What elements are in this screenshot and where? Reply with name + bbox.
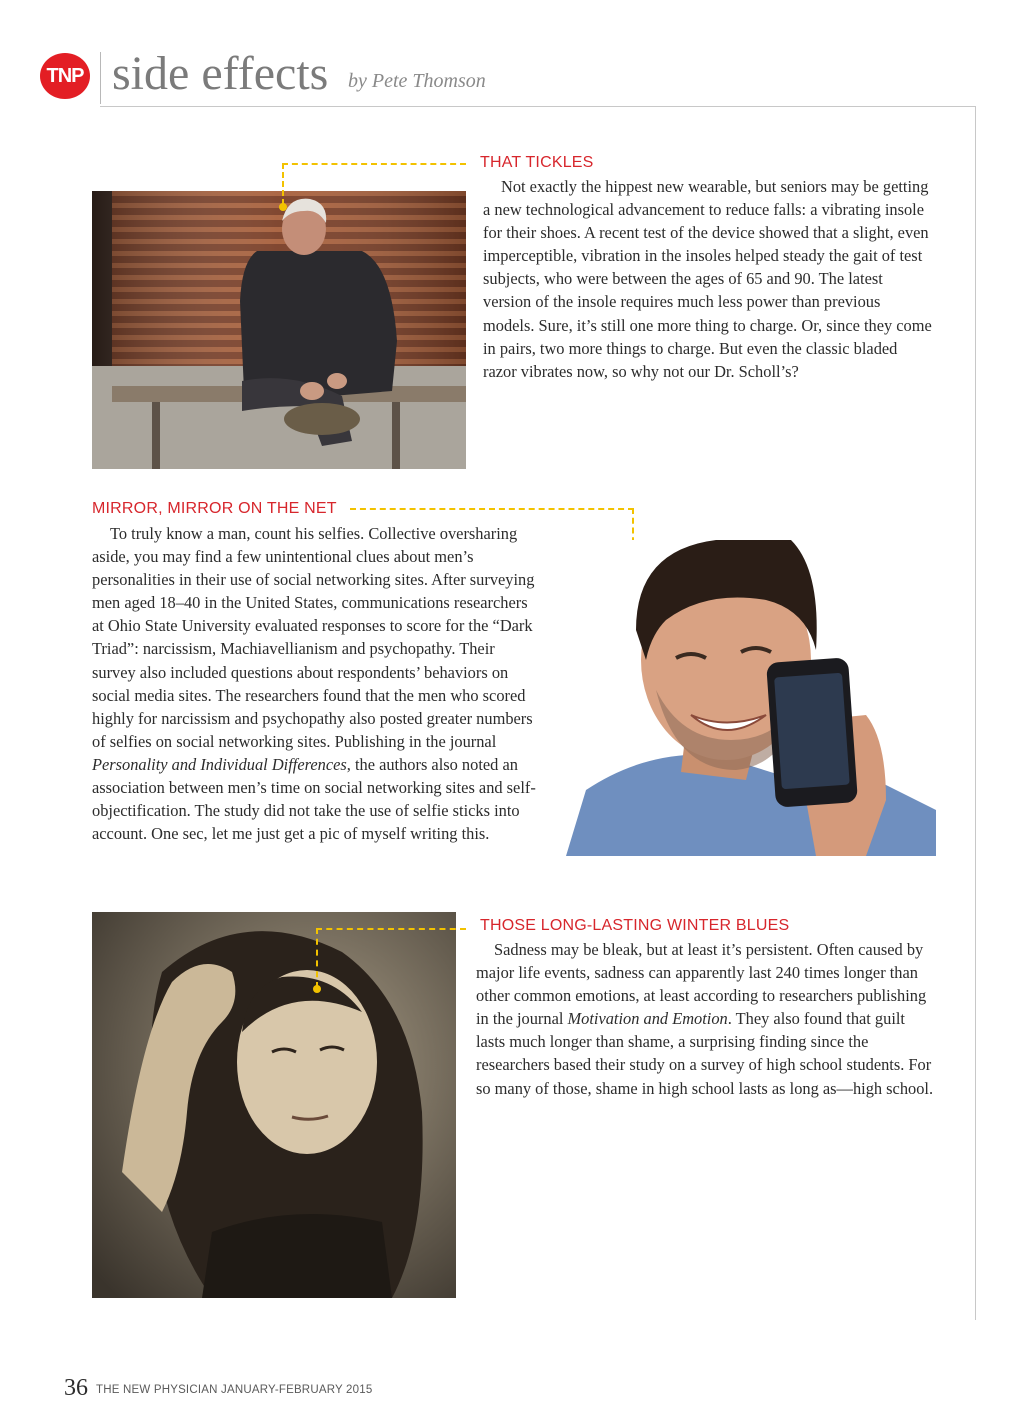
- man-selfie-photo: [566, 540, 936, 856]
- paragraph-winter-blues-text-1: Sadness may be bleak, but at least it’s persistent. Often caused by major life events, sadness can apparently last 240 times longer than other common emotions, at least according to researchers publishing in the journal: [476, 940, 927, 1029]
- heading-that-tickles: THAT TICKLES: [480, 154, 594, 171]
- paragraph-that-tickles: [483, 175, 935, 383]
- byline: by Pete Thomson: [348, 70, 486, 92]
- tnp-logo: [40, 53, 90, 99]
- page-number: 36: [64, 1375, 88, 1401]
- heading-mirror-mirror: MIRROR, MIRROR ON THE NET: [92, 500, 337, 517]
- leader-line-1-vertical: [282, 163, 284, 205]
- footer-publication: THE NEW PHYSICIAN JANUARY-FEBRUARY 2015: [96, 1384, 373, 1396]
- header-divider: [100, 52, 101, 104]
- section-title: side effects: [112, 47, 329, 100]
- tnp-logo-text: TNP: [46, 64, 84, 87]
- leader-line-1: [282, 163, 466, 165]
- leader-dot-1: [279, 203, 287, 211]
- paragraph-mirror-mirror-text-2: , the authors also noted an association between men’s time on social networking sites and self-objectification. The study did not take the use of selfie sticks into account. One sec, let me just get a pic of myself writing this.: [92, 754, 536, 844]
- leader-line-3-vertical: [316, 928, 318, 988]
- sad-girl-photo: [92, 912, 456, 1298]
- paragraph-mirror-mirror: [92, 522, 538, 845]
- paragraph-winter-blues: [476, 938, 938, 1100]
- senior-man-photo: [92, 191, 466, 469]
- leader-line-2: [350, 508, 634, 510]
- leader-dot-3: [313, 985, 321, 993]
- heading-winter-blues: THOSE LONG-LASTING WINTER BLUES: [480, 917, 790, 934]
- sad-girl-illustration: [92, 912, 456, 1298]
- paragraph-that-tickles-text: Not exactly the hippest new wearable, but seniors may be getting a new technological advancement to reduce falls: a vibrating insole for their shoes. A recent test of the device showed that a slight, even imperceptible, vibration in the insoles helped steady the gait of test subjects, who were between the ages of 65 and 90. The latest version of the insole requires much less power than previous models. Sure, it’s still one more thing to charge. Or, since they come in pairs, two more things to charge. But even the classic bladed razor vibrates now, so why not our Dr. Scholl’s?: [483, 177, 932, 381]
- frame-top-rule: [100, 106, 976, 107]
- journal-name-personality: Personality and Individual Differences: [92, 754, 347, 774]
- paragraph-mirror-mirror-text-1: To truly know a man, count his selfies. Collective oversharing aside, you may find a few unintentional clues about men’s personalities in their use of social networking sites. After surveying men aged 18–40 in the United States, communications researchers at Ohio State University evaluated responses to score for the “Dark Triad”: narcissism, Machiavellianism and psychopathy. Their survey also included questions about respondents’ behaviors on social media sites. The researchers found that the men who scored highly for narcissism and psychopathy also posted greater numbers of selfies on social networking sites. Publishing in the journal: [92, 524, 535, 751]
- senior-man-illustration: [92, 191, 466, 469]
- journal-name-motivation: Motivation and Emotion: [567, 1009, 728, 1029]
- paragraph-winter-blues-text-2: . They also found that guilt lasts much longer than shame, a surprising finding since the researchers based their study on a survey of high school students. For so many of those, shame in high school lasts as long as—high school.: [476, 1009, 934, 1098]
- leader-line-3: [316, 928, 466, 930]
- frame-right-rule: [975, 106, 976, 1320]
- man-selfie-illustration: [566, 540, 936, 856]
